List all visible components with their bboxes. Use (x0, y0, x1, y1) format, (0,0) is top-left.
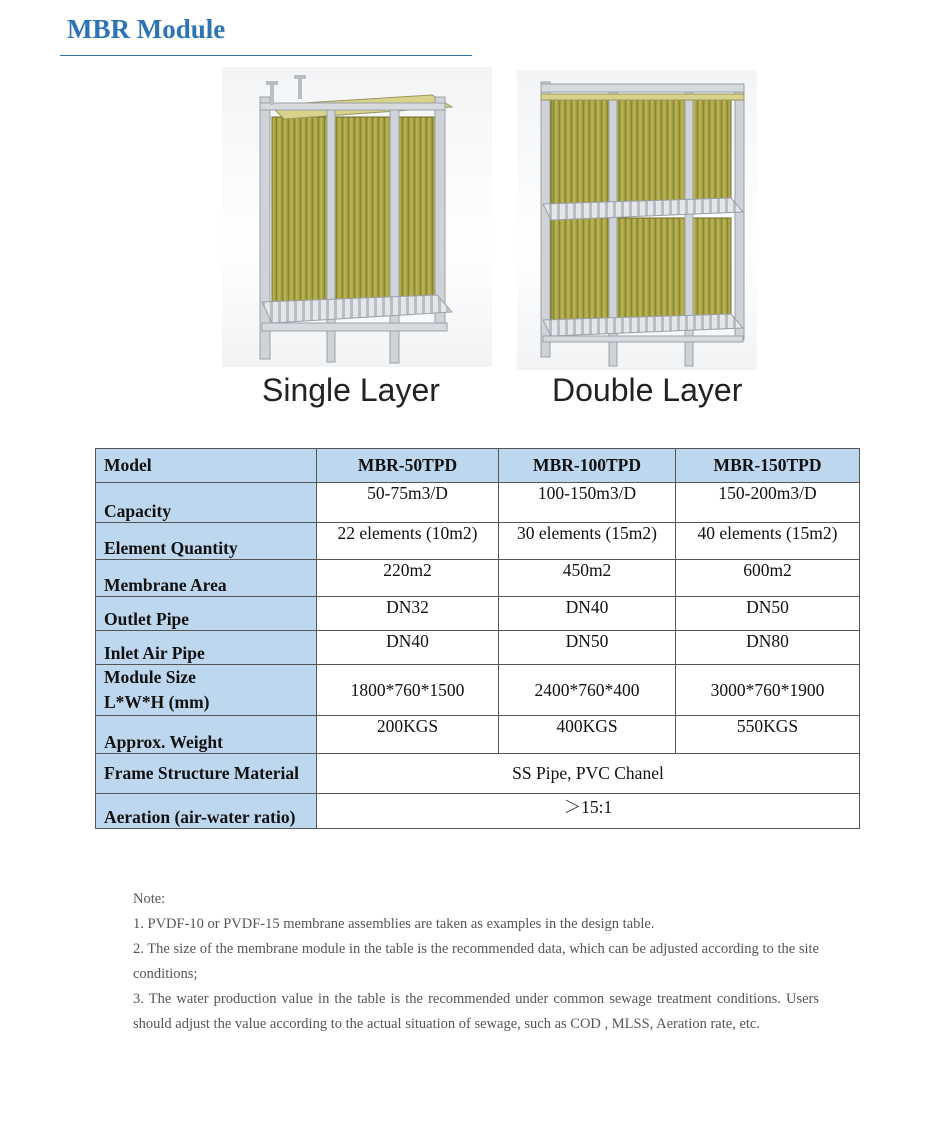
table-row (96, 523, 860, 560)
table-cell: 40 elements (15m2) (676, 523, 860, 560)
table-cell: 2400*760*400 (499, 665, 676, 716)
table-cell: 1800*760*1500 (317, 665, 499, 716)
table-row (96, 665, 860, 716)
table-row (96, 716, 860, 754)
table-cell: 30 elements (15m2) (499, 523, 676, 560)
single-layer-caption: Single Layer (262, 372, 440, 408)
row-label-module-size-line1: Module Size (104, 667, 196, 687)
table-cell: 450m2 (499, 560, 676, 597)
title-divider (60, 55, 472, 56)
header-mbr-150tpd: MBR-150TPD (676, 449, 860, 483)
table-cell: 220m2 (317, 560, 499, 597)
single-layer-module-image (222, 67, 492, 367)
header-mbr-100tpd: MBR-100TPD (499, 449, 676, 483)
row-label-membrane-area: Membrane Area (96, 560, 317, 597)
table-row (96, 483, 860, 523)
notes-section (133, 887, 819, 1037)
double-layer-caption: Double Layer (552, 372, 743, 408)
header-model: Model (96, 449, 317, 483)
table-header-row (96, 449, 860, 483)
table-cell: DN50 (676, 597, 860, 631)
table-cell: DN50 (499, 631, 676, 665)
table-cell-merged: ＞15:1 (317, 794, 860, 829)
row-label-approx-weight: Approx. Weight (96, 716, 317, 754)
row-label-capacity: Capacity (96, 483, 317, 523)
table-cell: DN32 (317, 597, 499, 631)
notes-heading: Note: (133, 891, 166, 907)
table-row (96, 794, 860, 829)
note-item-1: 1. PVDF-10 or PVDF-15 membrane assemblies are taken as examples in the design table. (133, 916, 655, 932)
page-title: MBR Module (67, 14, 226, 44)
table-cell-merged: SS Pipe, PVC Chanel (317, 754, 860, 794)
note-item-3: 3. The water production value in the table is the recommended under common sewage treatment conditions. Users should adjust the value according to the actual situation of sewage, such as COD , MLSS, Aeration rate, etc. (133, 991, 819, 1032)
table-row (96, 754, 860, 794)
row-label-inlet-air-pipe: Inlet Air Pipe (96, 631, 317, 665)
table-cell: DN80 (676, 631, 860, 665)
note-item-2: 2. The size of the membrane module in the table is the recommended data, which can be adjusted according to the site conditions; (133, 941, 819, 982)
table-cell: 150-200m3/D (676, 483, 860, 523)
table-cell: DN40 (499, 597, 676, 631)
table-cell: 600m2 (676, 560, 860, 597)
table-cell: DN40 (317, 631, 499, 665)
header-mbr-50tpd: MBR-50TPD (317, 449, 499, 483)
table-cell: 550KGS (676, 716, 860, 754)
row-label-frame-material: Frame Structure Material (96, 754, 317, 794)
row-label-module-size (96, 665, 317, 716)
table-row (96, 631, 860, 665)
row-label-module-size-line2: L*W*H (mm) (104, 692, 210, 712)
spec-table (95, 448, 860, 829)
table-row (96, 560, 860, 597)
row-label-aeration: Aeration (air-water ratio) (96, 794, 317, 829)
table-cell: 3000*760*1900 (676, 665, 860, 716)
table-cell: 50-75m3/D (317, 483, 499, 523)
double-layer-module-image (517, 70, 757, 370)
table-cell: 100-150m3/D (499, 483, 676, 523)
table-row (96, 597, 860, 631)
table-cell: 400KGS (499, 716, 676, 754)
table-cell: 200KGS (317, 716, 499, 754)
row-label-element-quantity: Element Quantity (96, 523, 317, 560)
row-label-outlet-pipe: Outlet Pipe (96, 597, 317, 631)
table-cell: 22 elements (10m2) (317, 523, 499, 560)
